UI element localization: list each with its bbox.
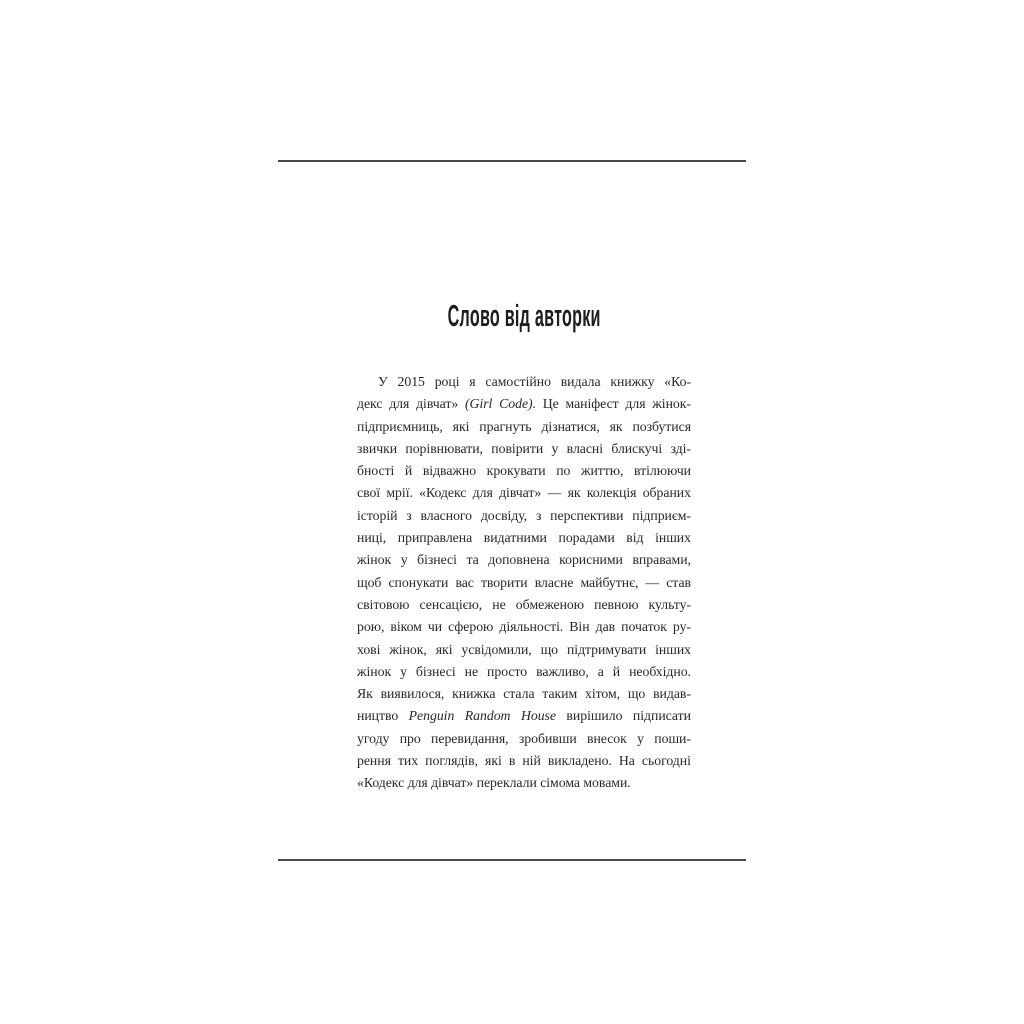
word: На [618,753,635,769]
word: зді- [670,440,691,456]
word: підприєм- [632,507,691,523]
word: власні [566,440,604,456]
word: у [400,663,407,679]
word: важливо, [536,663,589,679]
word: повірити [491,440,544,456]
word: поши- [654,730,691,746]
word: свої [357,485,381,501]
word: дівчат» [416,396,459,412]
word: я [469,374,476,389]
word: крокувати [486,463,546,479]
word: У [378,374,388,389]
word: а [597,663,604,679]
text-line [357,371,691,393]
word: культу- [648,596,691,612]
word: доповнена [488,552,550,568]
word: Penguin [408,708,455,724]
word: підписати [632,708,691,724]
word: ній [522,753,541,769]
word: бізнесі [415,663,456,679]
word: усвідомили, [461,641,532,657]
chapter-title [357,297,691,335]
word: ниці, [357,530,387,546]
word: Code). [499,396,536,412]
text-line [357,661,691,683]
word: віком [390,619,422,635]
word: декс [357,396,383,412]
word: сьогодні [641,753,691,769]
word: історій [357,507,398,523]
word: дізнатися, [541,418,600,434]
word: Random [464,708,511,724]
word: порадами [558,530,615,546]
word: у [637,730,644,746]
word: корисними [559,552,623,568]
top-rule [278,160,746,162]
text-line [357,549,691,571]
word: відважно [422,463,477,479]
word: хітом, [584,686,621,702]
word: підтримувати [566,641,647,657]
text-line [357,772,691,794]
word: внесок [587,730,627,746]
text-line [357,683,691,705]
word: ництво [357,708,399,724]
word: не [492,596,506,612]
word: рення [357,753,391,769]
word: звички [357,440,398,456]
word: втілюючи [634,463,691,479]
word: по [556,463,571,479]
word: Він [569,619,590,635]
word: обраних [642,485,691,501]
word: вас [455,574,474,590]
word: (Girl [464,396,493,412]
word: — [645,574,660,590]
word: підприємниць, [357,418,443,434]
word: дівчат» [499,485,542,501]
word: порівнювати, [405,440,483,456]
word: — [547,485,562,501]
word: й [612,663,621,679]
word: стала [503,686,535,702]
word: «Кодекс [419,485,467,501]
word: досвіду, [480,507,528,523]
word: майбутнє, [580,574,639,590]
word: «Ко- [664,374,691,389]
word: видала [560,374,601,389]
word: дав [595,619,616,635]
word: ру- [672,619,691,635]
text-line [357,594,691,616]
word: як [609,418,623,434]
word: у [400,552,408,568]
word: певною [594,596,639,612]
word: про [399,730,421,746]
word: бізнесі [417,552,457,568]
word: у [551,440,559,456]
word: жінок, [389,641,427,657]
word: від [626,530,644,546]
word: що [627,686,646,702]
word: просто [487,663,528,679]
word: бності [357,463,395,479]
word: перспективи [550,507,624,523]
word: для [625,396,646,412]
word: приправлена [397,530,473,546]
text-line [357,728,691,750]
word: щоб [357,574,382,590]
word: для [389,396,410,412]
word: поглядів, [425,753,478,769]
text-line [357,639,691,661]
word: які [452,418,470,434]
word: таким [542,686,578,702]
word: початок [621,619,667,635]
word: як [567,485,581,501]
word: виявилося, [380,686,445,702]
word: власне [534,574,574,590]
word: колекція [586,485,637,501]
word: книжку [610,374,655,389]
word: для [472,485,493,501]
word: мрії. [386,485,413,501]
word: жінок [357,663,392,679]
word: книжка [452,686,496,702]
word: й [404,463,413,479]
word: зробивши [518,730,577,746]
word: блискучі [611,440,663,456]
word: став [666,574,691,590]
word: рою, [357,619,385,635]
word: позбутися [632,418,691,434]
word: з [535,507,542,523]
word: видав- [653,686,691,702]
word: тих [397,753,419,769]
word: угоду [357,730,390,746]
word: Як [357,686,373,702]
word: інших [655,641,691,657]
text-line [357,750,691,772]
word: видатними [483,530,547,546]
word: самостійно [485,374,551,389]
text-line [357,527,691,549]
word: 2015 [397,374,425,389]
word: Це [542,396,559,412]
word: хові [357,641,381,657]
word: діяльності. [499,619,564,635]
word: обмеженою [515,596,585,612]
word: прагнуть [479,418,532,434]
chapter-title-text: Слово від авторки [447,298,601,333]
word: не [464,663,479,679]
text-line [357,705,691,727]
word: вирішило [566,708,623,724]
word: що [540,641,559,657]
text-line [357,616,691,638]
text-line [357,505,691,527]
text-line [357,438,691,460]
text-line [357,572,691,594]
word: які [485,753,502,769]
body-paragraph [357,371,691,795]
word: сферою [448,619,494,635]
word: в [508,753,516,769]
word: вправами, [632,552,691,568]
word: з [406,507,412,523]
word: жінок- [652,396,691,412]
word: перевидання, [431,730,509,746]
word: та [466,552,479,568]
text-line [357,482,691,504]
text-segment: «Кодекс для дівчат» переклали сімома мовами. [357,775,631,791]
word: маніфест [565,396,619,412]
word: необхідно. [629,663,691,679]
word: House [520,708,556,724]
word: викладено. [547,753,612,769]
word: які [435,641,453,657]
word: інших [655,530,691,546]
text-line [357,416,691,438]
word: році [434,374,460,389]
word: світовою [357,596,410,612]
bottom-rule [278,859,746,861]
word: чи [427,619,443,635]
word: сенсацією, [419,596,483,612]
text-line [357,393,691,415]
word: власного [420,507,473,523]
word: жінок [357,552,392,568]
word: життю, [580,463,624,479]
text-line [357,460,691,482]
word: творити [480,574,528,590]
word: спонукати [388,574,449,590]
